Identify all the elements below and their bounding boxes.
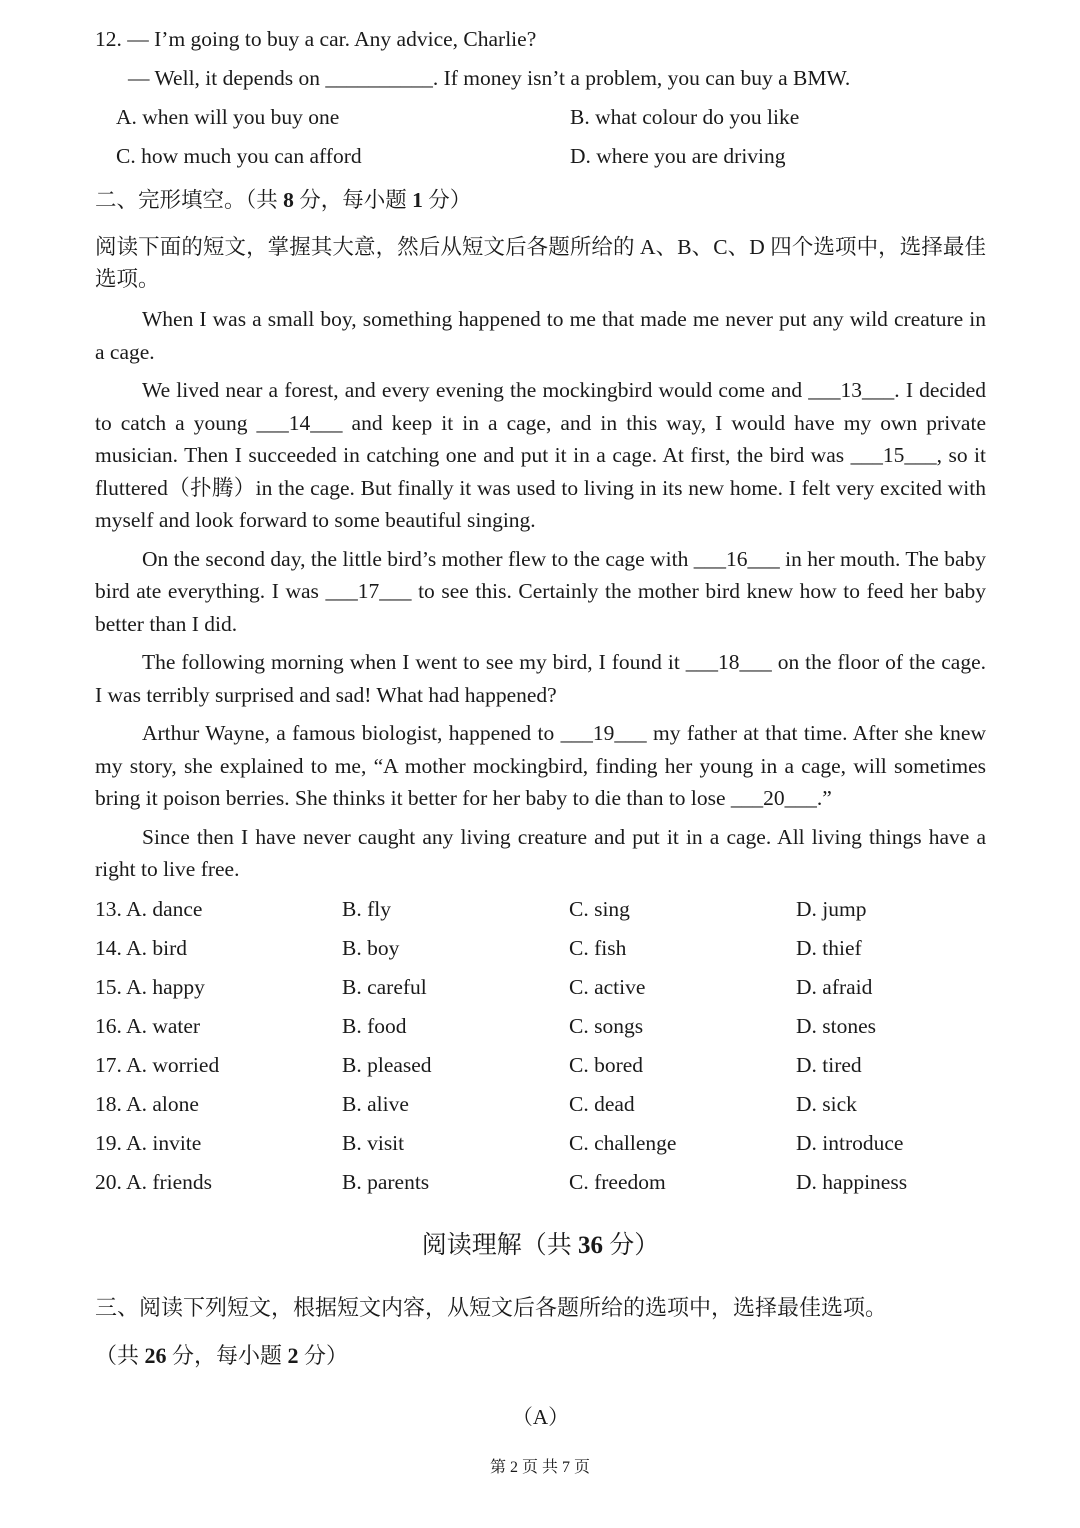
options-row-14 — [95, 929, 986, 968]
section-2-total-points: 8 — [283, 188, 294, 212]
question-12-option-d: D. where you are driving — [570, 144, 786, 168]
section-3-points-text: （共 — [95, 1342, 145, 1368]
question-12-option-b: B. what colour do you like — [570, 105, 800, 129]
section-3-total-points: 26 — [144, 1342, 167, 1368]
option-20-a: 20. A. friends — [95, 1169, 213, 1194]
option-15-a: 15. A. happy — [95, 974, 205, 999]
footer-text: 第 — [489, 1459, 510, 1476]
section-3-points-text-3: 分） — [298, 1342, 349, 1368]
section-3-heading: 三、阅读下列短文，根据短文内容，从短文后各题所给的选项中，选择最佳选项。 — [95, 1294, 888, 1320]
passage-paragraph-2: We lived near a forest, and every evening the mockingbird would come and ___13___. I decided to catch a young ___14___ and keep it in a cage, and in this way, I would have my own private musician. Then I succeeded in catching one and put it in a cage. At first, the bird was ___15___, so it fluttered（扑腾）in the cage. But finally it was used to living in its new home. I felt very excited with myself and look forward to some beautiful singing. — [95, 378, 986, 532]
option-18-c: C. dead — [569, 1091, 635, 1116]
passage-paragraph-3: On the second day, the little bird’s mother flew to the cage with ___16___ in her mouth. The baby bird ate everything. I was ___17___ to see this. Certainly the mother bird knew how to feed her baby better than I did. — [95, 546, 986, 636]
option-13-c: C. sing — [569, 896, 630, 921]
option-13-a: 13. A. dance — [95, 896, 203, 921]
option-16-d: D. stones — [796, 1013, 877, 1038]
question-12-options-row-1 — [95, 98, 986, 137]
section-2-heading-text-3: 分） — [422, 188, 472, 212]
section-2-instruction: 阅读下面的短文，掌握其大意，然后从短文后各题所给的 A、B、C、D 四个选项中，选择最佳选项。 — [95, 235, 986, 291]
footer-text-2: 页 共 — [517, 1459, 562, 1476]
option-20-d: D. happiness — [796, 1169, 908, 1194]
options-row-16 — [95, 1007, 986, 1046]
option-14-a: 14. A. bird — [95, 935, 187, 960]
footer-page-number: 2 — [509, 1459, 518, 1476]
option-14-d: D. thief — [796, 935, 862, 960]
option-19-a: 19. A. invite — [95, 1130, 202, 1155]
option-18-a: 18. A. alone — [95, 1091, 199, 1116]
reading-title-text-2: 分） — [603, 1231, 660, 1259]
options-row-13 — [95, 890, 986, 929]
option-20-b: B. parents — [342, 1169, 430, 1194]
option-13-d: D. jump — [796, 896, 867, 921]
question-12-options-row-2 — [95, 137, 986, 176]
option-19-b: B. visit — [342, 1130, 405, 1155]
footer-text-3: 页 — [570, 1459, 591, 1476]
option-18-b: B. alive — [342, 1091, 409, 1116]
section-3-points-each: 2 — [287, 1342, 299, 1368]
option-16-c: C. songs — [569, 1013, 644, 1038]
section-2-heading-text: 二、完形填空。（共 — [95, 188, 284, 212]
option-16-a: 16. A. water — [95, 1013, 201, 1038]
passage-paragraph-6: Since then I have never caught any living creature and put it in a cage. All living things have a right to live free. — [95, 824, 986, 881]
option-18-d: D. sick — [796, 1091, 857, 1116]
options-row-20 — [95, 1163, 986, 1202]
option-14-c: C. fish — [569, 935, 627, 960]
cloze-passage — [95, 303, 986, 886]
question-12-stem: 12. — I’m going to buy a car. Any advice, Charlie? — [95, 27, 537, 51]
section-3-points-text-2: 分，每小题 — [166, 1342, 288, 1368]
option-16-b: B. food — [342, 1013, 407, 1038]
passage-paragraph-5: Arthur Wayne, a famous biologist, happened to ___19___ my father at that time. After she knew my story, she explained to me, “A mother mockingbird, finding her young in a cage, will sometimes bring it poison berries. She thinks it better for her baby to die than to lose ___20___.” — [95, 721, 986, 810]
passage-paragraph-4: The following morning when I went to see my bird, I found it ___18___ on the floor of the cage. I was terribly surprised and sad! What had happened? — [95, 650, 986, 707]
question-12-option-c: C. how much you can afford — [116, 144, 362, 168]
options-row-15 — [95, 968, 986, 1007]
reading-section-title — [95, 1226, 986, 1266]
section-2-heading — [95, 183, 986, 217]
section-3-points — [95, 1336, 986, 1376]
page-footer — [0, 1456, 1080, 1480]
option-15-c: C. active — [569, 974, 646, 999]
option-17-d: D. tired — [796, 1052, 862, 1077]
option-19-d: D. introduce — [796, 1130, 904, 1155]
option-15-b: B. careful — [342, 974, 427, 999]
option-15-d: D. afraid — [796, 974, 873, 999]
option-17-c: C. bored — [569, 1052, 644, 1077]
option-20-c: C. freedom — [569, 1169, 666, 1194]
question-12-reply: — Well, it depends on __________. If money isn’t a problem, you can buy a BMW. — [128, 66, 851, 90]
passage-a-label: （A） — [511, 1404, 570, 1429]
options-row-17 — [95, 1046, 986, 1085]
option-14-b: B. boy — [342, 935, 400, 960]
option-13-b: B. fly — [342, 896, 391, 921]
footer-page-total: 7 — [562, 1459, 570, 1476]
section-2-points-each: 1 — [412, 188, 423, 212]
option-17-a: 17. A. worried — [95, 1052, 220, 1077]
exam-page — [95, 20, 986, 1432]
cloze-options — [95, 890, 986, 1202]
reading-total-points: 36 — [578, 1231, 603, 1259]
option-19-c: C. challenge — [569, 1130, 677, 1155]
options-row-19 — [95, 1124, 986, 1163]
options-row-18 — [95, 1085, 986, 1124]
reading-title-text: 阅读理解（共 — [421, 1231, 578, 1259]
option-17-b: B. pleased — [342, 1052, 432, 1077]
passage-paragraph-1: When I was a small boy, something happened to me that made me never put any wild creature in a cage. — [95, 307, 986, 364]
question-12-option-a: A. when will you buy one — [116, 105, 340, 129]
section-2-heading-text-2: 分，每小题 — [293, 188, 413, 212]
